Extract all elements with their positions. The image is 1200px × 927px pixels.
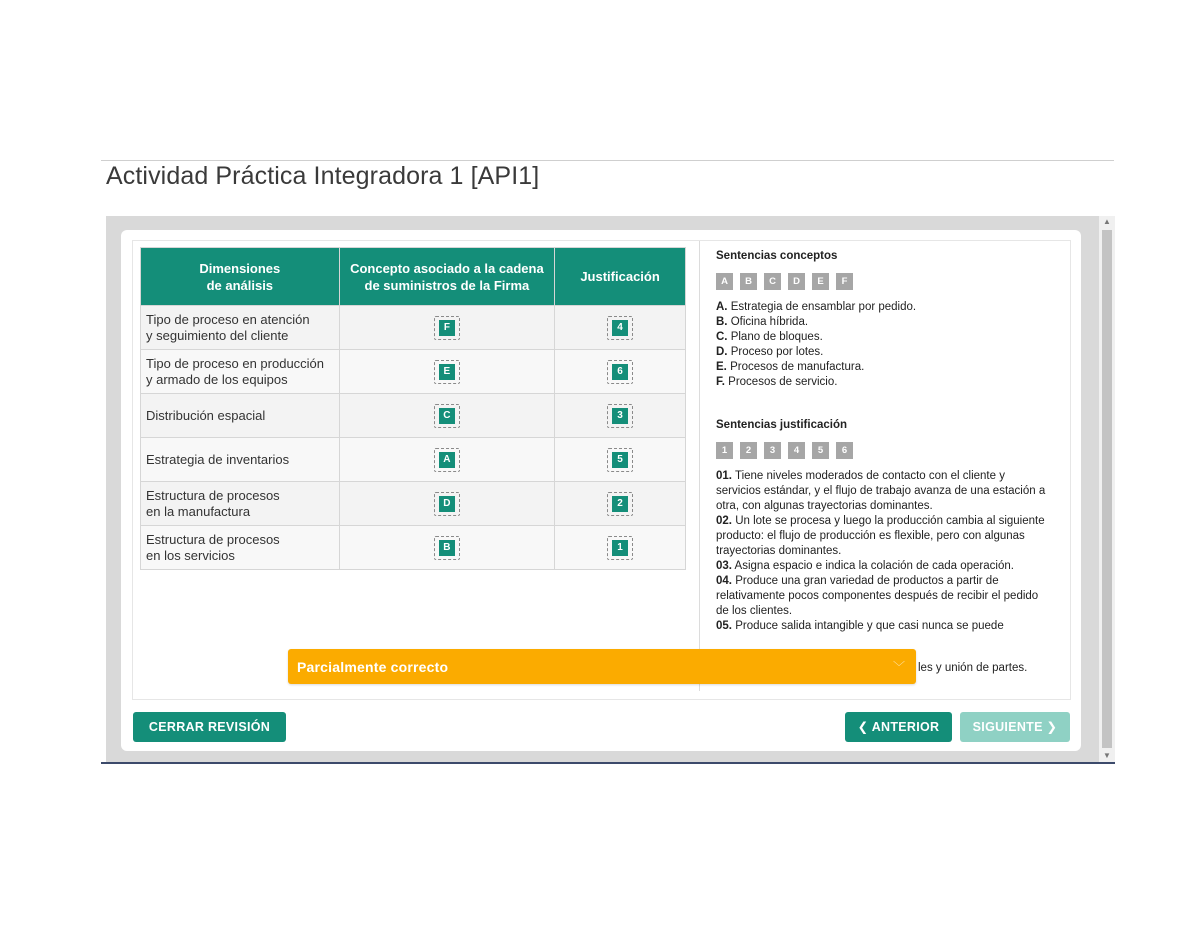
concept-cell: [339, 350, 555, 394]
feedback-text: Parcialmente correcto: [297, 659, 449, 675]
concept-list: [716, 300, 1046, 390]
column-header-concept: [339, 248, 555, 306]
justification-tail-text: les y unión de partes.: [918, 662, 1028, 674]
justification-chip-bank: [716, 442, 1046, 459]
concept-sentence: [716, 345, 1046, 360]
concepts-title: Sentencias conceptos: [716, 250, 838, 262]
sentence-text: Tiene niveles moderados de contacto con el cliente y servicios estándar, y el flujo de trabajo avanza de una estación a otra, con algunas trayectorias dominantes.: [716, 470, 1046, 512]
justification-cell: [555, 350, 686, 394]
previous-label: ANTERIOR: [871, 720, 940, 734]
scroll-up-icon[interactable]: ▲: [1103, 217, 1111, 226]
justification-chip[interactable]: 2: [612, 496, 628, 512]
justification-sentence: [716, 514, 1046, 559]
justification-chip[interactable]: 4: [612, 320, 628, 336]
justification-sentence: [716, 469, 1046, 514]
concept-drop-zone[interactable]: [434, 448, 460, 472]
concept-chip[interactable]: D: [439, 496, 455, 512]
bottom-rule: [101, 762, 1115, 764]
sentence-text: Produce una gran variedad de productos a partir de relativamente pocos componentes después de recibir el pedido de los clientes.: [716, 575, 1039, 617]
chevron-left-icon: ❮: [857, 720, 869, 734]
concept-sentence: [716, 315, 1046, 330]
justifications-title: Sentencias justificación: [716, 419, 848, 431]
concept-drop-zone[interactable]: [434, 316, 460, 340]
previous-button[interactable]: [845, 712, 952, 742]
close-review-button[interactable]: CERRAR REVISIÓN: [133, 712, 286, 742]
concept-cell: [339, 306, 555, 350]
justification-bank-chip[interactable]: 1: [716, 442, 733, 459]
concept-bank-chip[interactable]: C: [764, 273, 781, 290]
justification-cell: [555, 482, 686, 526]
dimension-cell: [141, 306, 340, 350]
dimension-label: Estructura de procesos en la manufactura: [146, 487, 280, 519]
concept-cell: [339, 438, 555, 482]
sentence-key: F.: [716, 376, 725, 388]
concept-drop-zone[interactable]: [434, 536, 460, 560]
justification-cell: [555, 306, 686, 350]
justification-sentence: [716, 559, 1046, 574]
column-header-justification: Justificación: [555, 248, 686, 306]
sentence-key: A.: [716, 301, 728, 313]
concept-chip[interactable]: F: [439, 320, 455, 336]
justification-sentence: [716, 619, 1046, 634]
sentence-text: Procesos de manufactura.: [726, 361, 865, 373]
justification-drop-zone[interactable]: [607, 492, 633, 516]
dimension-label: Estructura de procesos en los servicios: [146, 531, 280, 563]
justification-cell: [555, 438, 686, 482]
justification-chip[interactable]: 6: [612, 364, 628, 380]
sentence-key: 02.: [716, 515, 732, 527]
column-header-dimensions: [141, 248, 340, 306]
justification-chip[interactable]: 3: [612, 408, 628, 424]
dimension-label: Distribución espacial: [146, 407, 266, 423]
sentence-key: E.: [716, 361, 727, 373]
next-label: SIGUIENTE: [972, 720, 1043, 734]
sentence-key: C.: [716, 331, 728, 343]
justification-drop-zone[interactable]: [607, 360, 633, 384]
header-text: Concepto asociado a la cadena de suministros de la Firma: [350, 260, 544, 293]
table-row: [141, 482, 686, 526]
concept-bank-chip[interactable]: E: [812, 273, 829, 290]
justification-drop-zone[interactable]: [607, 448, 633, 472]
concept-bank-chip[interactable]: A: [716, 273, 733, 290]
concept-bank-chip[interactable]: B: [740, 273, 757, 290]
dimension-label: Tipo de proceso en producción y armado de los equipos: [146, 355, 325, 387]
table-row: [141, 526, 686, 570]
sentence-text: Un lote se procesa y luego la producción cambia al siguiente producto: el flujo de producción es flexible, pero con algunas trayectorias dominantes.: [716, 515, 1045, 557]
justification-bank-chip[interactable]: 4: [788, 442, 805, 459]
sentence-text: Estrategia de ensamblar por pedido.: [727, 301, 917, 313]
sentence-text: Procesos de servicio.: [724, 376, 838, 388]
sentence-text: Plano de bloques.: [727, 331, 823, 343]
concept-cell: [339, 394, 555, 438]
chevron-down-icon[interactable]: ﹀: [893, 660, 906, 674]
panel-divider: [699, 241, 700, 691]
justification-chip[interactable]: 5: [612, 452, 628, 468]
page-title: Actividad Práctica Integradora 1 [API1]: [106, 162, 540, 190]
table-row: [141, 438, 686, 482]
justification-list: [716, 469, 1046, 634]
concept-chip-bank: [716, 273, 1046, 290]
sentence-key: B.: [716, 316, 728, 328]
justification-chip[interactable]: 1: [612, 540, 628, 556]
sentence-text: Asigna espacio e indica la colación de cada operación.: [732, 560, 1014, 572]
concept-chip[interactable]: A: [439, 452, 455, 468]
sentence-key: 01.: [716, 470, 732, 482]
feedback-banner[interactable]: [288, 649, 916, 684]
concept-bank-chip[interactable]: F: [836, 273, 853, 290]
next-button[interactable]: [960, 712, 1070, 742]
justification-drop-zone[interactable]: [607, 536, 633, 560]
dimension-cell: [141, 394, 340, 438]
justification-drop-zone[interactable]: [607, 316, 633, 340]
concept-cell: [339, 526, 555, 570]
table-row: [141, 306, 686, 350]
concept-sentence: [716, 330, 1046, 345]
sentence-text: Proceso por lotes.: [727, 346, 824, 358]
sentence-key: 04.: [716, 575, 732, 587]
chevron-right-icon: ❯: [1046, 720, 1058, 734]
concept-chip[interactable]: B: [439, 540, 455, 556]
sentence-key: 05.: [716, 620, 732, 632]
justification-drop-zone[interactable]: [607, 404, 633, 428]
title-rule: [101, 160, 1114, 161]
justification-cell: [555, 526, 686, 570]
dimension-cell: [141, 482, 340, 526]
sentence-text: Produce salida intangible y que casi nunca se puede: [732, 620, 1004, 632]
concept-drop-zone[interactable]: [434, 360, 460, 384]
dimension-label: Estrategia de inventarios: [146, 451, 290, 467]
concept-drop-zone[interactable]: [434, 404, 460, 428]
dimension-label: Tipo de proceso en atención y seguimiento del cliente: [146, 311, 310, 343]
concept-cell: [339, 482, 555, 526]
scroll-down-icon[interactable]: ▼: [1103, 751, 1111, 760]
header-text: Dimensiones de análisis: [199, 260, 281, 293]
dimension-cell: [141, 438, 340, 482]
concept-chip[interactable]: C: [439, 408, 455, 424]
concept-sentence: [716, 360, 1046, 375]
vertical-scrollbar[interactable]: [1099, 216, 1115, 762]
dimension-cell: [141, 526, 340, 570]
sentence-key: 03.: [716, 560, 732, 572]
justification-cell: [555, 394, 686, 438]
concept-chip[interactable]: E: [439, 364, 455, 380]
justification-bank-chip[interactable]: 3: [764, 442, 781, 459]
justification-bank-chip[interactable]: 2: [740, 442, 757, 459]
sentences-panel: [716, 250, 1046, 634]
concept-sentence: [716, 375, 1046, 390]
table-row: [141, 394, 686, 438]
table-row: [141, 350, 686, 394]
concept-sentence: [716, 300, 1046, 315]
scrollbar-thumb[interactable]: [1102, 230, 1112, 748]
concept-drop-zone[interactable]: [434, 492, 460, 516]
justification-bank-chip[interactable]: 5: [812, 442, 829, 459]
justification-sentence: [716, 574, 1046, 619]
dimension-cell: [141, 350, 340, 394]
matching-table: [140, 247, 686, 570]
sentence-key: D.: [716, 346, 728, 358]
sentence-text: Oficina híbrida.: [727, 316, 809, 328]
concept-bank-chip[interactable]: D: [788, 273, 805, 290]
justification-bank-chip[interactable]: 6: [836, 442, 853, 459]
